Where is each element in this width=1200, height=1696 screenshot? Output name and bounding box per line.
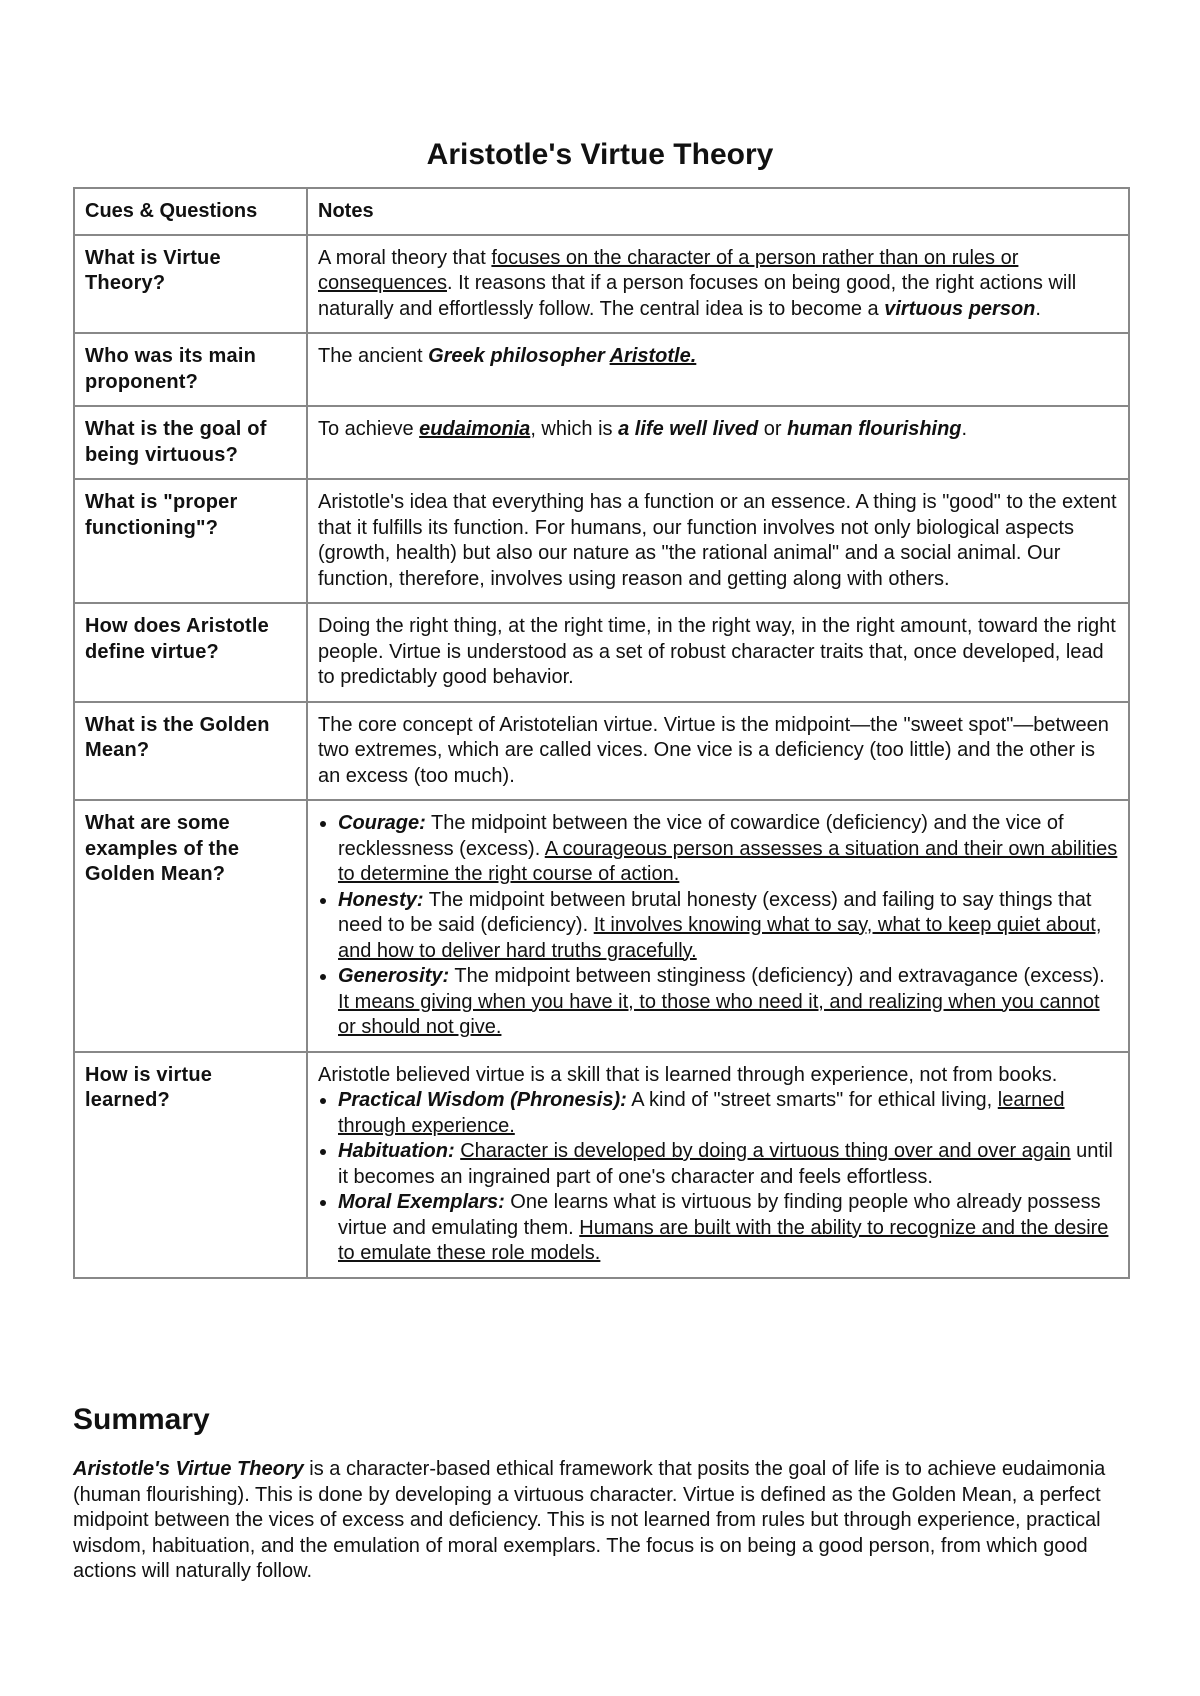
header-cues: Cues & Questions bbox=[74, 188, 307, 235]
method-underline: learned through experience. bbox=[338, 1089, 1065, 1137]
summary-body: is a character-based ethical framework that posits the goal of life is to achieve eudaimonia (human flourishing). This is done by developing a virtuous character. Virtue is defined as the Golden Mean, a perfect midpoint between the vices of excess and deficiency. This is not learned from rules but through experience, practical wisdom, habituation, and the emulation of moral exemplars. The focus is on being a good person, from which good actions will naturally follow. bbox=[73, 1458, 1106, 1582]
header-notes: Notes bbox=[307, 188, 1129, 235]
note-text: A moral theory that bbox=[318, 246, 492, 269]
note-text: To achieve bbox=[318, 418, 420, 440]
note-cell bbox=[307, 1052, 1129, 1278]
note-emphasis: Greek philosopher bbox=[428, 345, 610, 367]
table-row bbox=[74, 1052, 1129, 1278]
cue-cell: What is Virtue Theory? bbox=[74, 235, 307, 334]
summary-lead: Aristotle's Virtue Theory bbox=[73, 1458, 304, 1480]
example-term: Courage: bbox=[338, 812, 426, 834]
note-underline: focuses on the character of a person rather than on rules or consequences bbox=[318, 246, 1019, 294]
note-text: . bbox=[961, 418, 968, 440]
list-item bbox=[338, 811, 1118, 888]
cue-cell: What are some examples of the Golden Mean? bbox=[74, 800, 307, 1052]
page-title: Aristotle's Virtue Theory bbox=[426, 138, 774, 171]
golden-mean-examples-list bbox=[318, 811, 1118, 1041]
example-term: Generosity: bbox=[338, 965, 450, 987]
note-text: . It reasons that if a person focuses on being good, the right actions will naturally and effortlessly follow. The central idea is to become a bbox=[318, 272, 1077, 320]
note-emphasis-underline: eudaimonia bbox=[419, 418, 531, 440]
note-text: The ancient bbox=[318, 345, 429, 367]
note-cell bbox=[307, 235, 1129, 334]
table-row bbox=[74, 333, 1129, 406]
notes-table bbox=[73, 187, 1130, 1279]
learning-methods-list bbox=[318, 1088, 1118, 1267]
table-row bbox=[74, 800, 1129, 1052]
table-row bbox=[74, 235, 1129, 334]
example-text: The midpoint between brutal honesty (excess) and failing to say things that need to be said (deficiency). bbox=[338, 888, 1092, 936]
example-underline: It means giving when you have it, to those who need it, and realizing when you cannot or should not give. bbox=[338, 990, 1100, 1038]
list-item bbox=[338, 1139, 1118, 1190]
table-row bbox=[74, 406, 1129, 479]
method-text: A kind of "street smarts" for ethical living, bbox=[626, 1089, 998, 1111]
note-cell: Aristotle's idea that everything has a function or an essence. A thing is "good" to the extent that it fulfills its function. For humans, our function involves not only biological aspects (growth, health) but also our nature as "the rational animal" and a social animal. Our function, therefore, involves using reason and getting along with others. bbox=[307, 479, 1129, 603]
note-cell: The core concept of Aristotelian virtue. Virtue is the midpoint—the "sweet spot"—between two extremes, which are called vices. One vice is a deficiency (too little) and the other is an excess (too much). bbox=[307, 702, 1129, 801]
note-emphasis: a life well lived bbox=[618, 418, 759, 440]
note-text: , which is bbox=[530, 418, 619, 440]
method-text: One learns what is virtuous by finding people who already possess virtue and emulating them. bbox=[338, 1191, 1101, 1239]
list-item bbox=[338, 1088, 1118, 1139]
list-item bbox=[338, 888, 1118, 965]
summary-paragraph bbox=[73, 1457, 1133, 1585]
note-emphasis: virtuous person bbox=[884, 297, 1036, 320]
table-header-row bbox=[74, 188, 1129, 235]
note-cell bbox=[307, 333, 1129, 406]
note-cell bbox=[307, 800, 1129, 1052]
example-underline: It involves knowing what to say, what to keep quiet about, and how to deliver hard truths gracefully. bbox=[338, 914, 1102, 962]
cue-cell: How does Aristotle define virtue? bbox=[74, 603, 307, 702]
method-underline: Character is developed by doing a virtuous thing over and over again bbox=[460, 1140, 1071, 1162]
method-underline: Humans are built with the ability to recognize and the desire to emulate these role models. bbox=[338, 1216, 1109, 1264]
example-term: Honesty: bbox=[338, 888, 424, 911]
cue-cell: What is the goal of being virtuous? bbox=[74, 406, 307, 479]
note-intro: Aristotle believed virtue is a skill that is learned through experience, not from books. bbox=[318, 1063, 1058, 1086]
note-text: or bbox=[758, 418, 788, 440]
note-emphasis-underline: Aristotle. bbox=[609, 345, 697, 367]
method-term: Practical Wisdom (Phronesis): bbox=[338, 1089, 627, 1111]
cue-cell: How is virtue learned? bbox=[74, 1052, 307, 1278]
note-text: . bbox=[1035, 297, 1041, 320]
note-emphasis: human flourishing bbox=[787, 418, 962, 440]
note-cell: Doing the right thing, at the right time, in the right way, in the right amount, toward the right people. Virtue is understood as a set of robust character traits that, once developed, lead to predictably good behavior. bbox=[307, 603, 1129, 702]
table-row bbox=[74, 702, 1129, 801]
cue-cell: Who was its main proponent? bbox=[74, 333, 307, 406]
method-text: until it becomes an ingrained part of one's character and feels effortless. bbox=[338, 1140, 1113, 1188]
summary-heading: Summary bbox=[73, 1403, 210, 1436]
cue-cell: What is the Golden Mean? bbox=[74, 702, 307, 801]
example-text: The midpoint between the vice of cowardice (deficiency) and the vice of recklessness (excess). bbox=[338, 812, 1064, 860]
method-term: Habituation: bbox=[338, 1140, 455, 1162]
method-term: Moral Exemplars: bbox=[338, 1191, 505, 1213]
list-item bbox=[338, 964, 1118, 1041]
example-text: The midpoint between stinginess (deficiency) and extravagance (excess). bbox=[449, 965, 1105, 987]
note-cell bbox=[307, 406, 1129, 479]
list-item bbox=[338, 1190, 1118, 1267]
table-row bbox=[74, 479, 1129, 603]
cue-cell: What is "proper functioning"? bbox=[74, 479, 307, 603]
example-underline: A courageous person assesses a situation and their own abilities to determine the right course of action. bbox=[338, 837, 1118, 885]
table-row bbox=[74, 603, 1129, 702]
